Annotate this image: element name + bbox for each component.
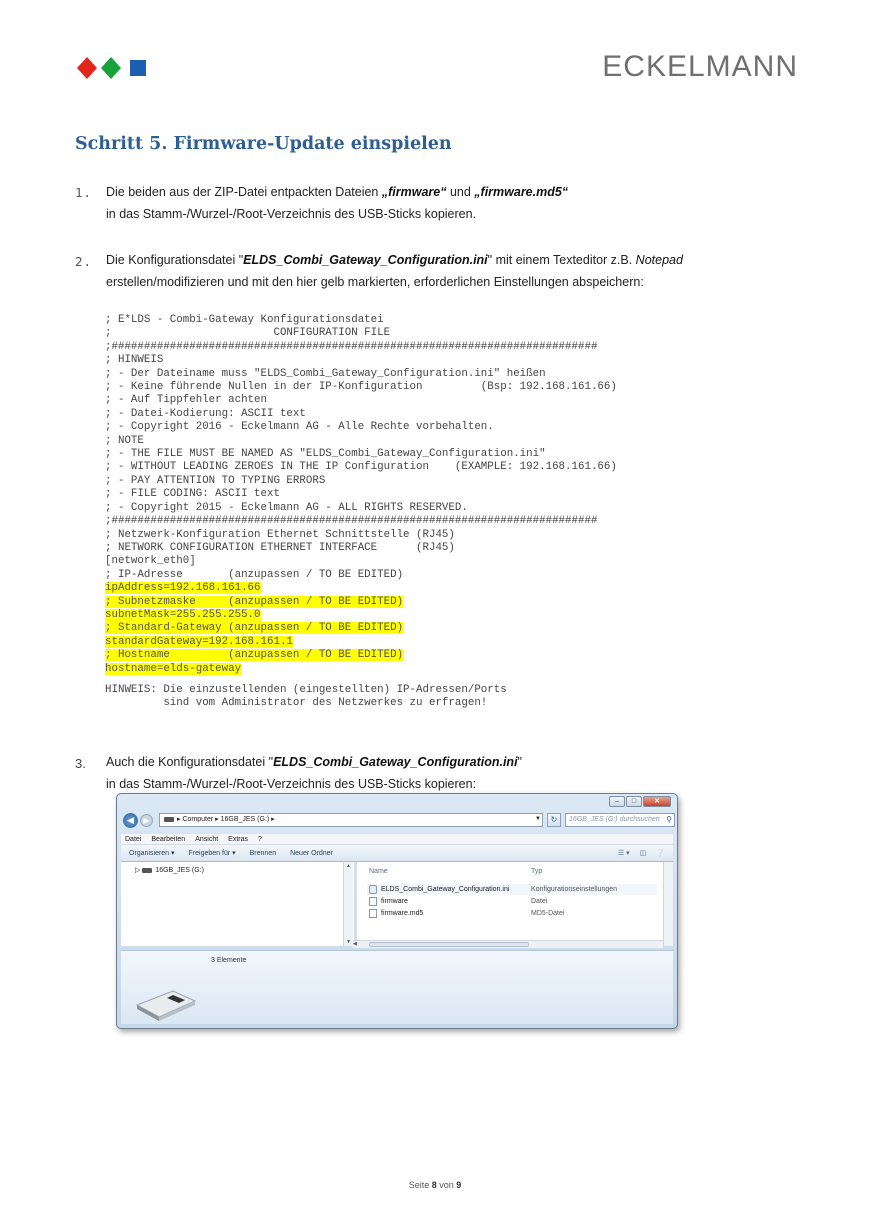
back-arrow-icon[interactable]: ◀ [123,813,138,828]
gateway-comment-line: ; Standard-Gateway (anzupassen / TO BE EDITED) [105,622,404,635]
file-icon [369,897,377,906]
step-2-text: Die Konfigurationsdatei "ELDS_Combi_Gateway_Configuration.ini" mit einem Texteditor z.B. Notepad erstellen/modifizieren und mit den hier gelb markierten, erforderlichen Einstellungen abspeichern: [106,253,683,289]
step-3-number: 3. [75,756,86,771]
blue-square-icon [130,60,146,76]
menu-bar [121,834,673,845]
file-list [357,862,663,946]
maximize-button[interactable]: □ [626,796,642,807]
usb-drive-large-icon [133,983,199,1023]
step-2-number: 2. [75,254,93,269]
help-icon[interactable]: ❔ [656,850,665,857]
eckelmann-logo-marks [76,56,148,80]
code-header: ; E*LDS - Combi-Gateway Konfigurationsdatei ; CONFIGURATION FILE ;########################################################################### ; HINWEIS ; - Der Dateiname muss "ELDS_Combi_Gateway_Configuration.ini" heißen ; - Keine führende Nullen in der IP-Konfiguration (Bsp: 192.168.161.66) ; - Auf Tippfehler achten ; - Datei-Kodierung: ASCII text ; - Copyright 2016 - Eckelmann AG - Alle Rechte vorbehalten. ; NOTE ; - THE FILE MUST BE NAMED AS "ELDS_Combi_Gateway_Configuration.ini" ; - WITHOUT LEADING ZEROES IN THE IP Configuration (EXAMPLE: 192.168.161.66) ; - PAY ATTENTION TO TYPING ERRORS ; - FILE CODING: ASCII text ; - Copyright 2015 - Eckelmann AG - ALL RIGHTS RESERVED. ;########################################################################### ; Netzwerk-Konfiguration Ethernet Schnittstelle (RJ45) ; NETWORK CONFIGURATION ETHERNET INTERFACE (RJ45) [network_eth0] ; IP-Adresse (anzupassen / TO BE EDITED) [105,314,617,581]
file-row[interactable]: firmware Datei [367,896,657,907]
hostname-comment-line: ; Hostname (anzupassen / TO BE EDITED) [105,649,404,662]
forward-arrow-icon[interactable]: ▶ [140,814,153,827]
tree-item-drive[interactable]: ▷ 16GB_JES (G:) [135,867,204,874]
drive-icon [164,817,174,822]
search-icon: ⚲ [666,815,672,824]
column-name[interactable]: Name [369,868,388,875]
search-input[interactable]: 16GB_JES (G:) durchsuchen ⚲ [565,813,675,827]
standard-gateway-line: standardGateway=192.168.161.1 [105,635,293,648]
page-title: Schritt 5. Firmware-Update einspielen [75,134,452,154]
menu-help[interactable]: ? [258,836,262,843]
config-file-icon [369,885,377,894]
organize-button[interactable]: Organisieren ▾ [129,850,175,857]
menu-bearbeiten[interactable]: Bearbeiten [151,836,186,843]
view-options-icon[interactable]: ☰ ▾ [617,850,630,857]
menu-ansicht[interactable]: Ansicht [195,836,219,843]
minimize-button[interactable]: – [609,796,625,807]
explorer-window [116,793,678,1029]
page-number: 8 [431,1180,437,1190]
usb-drive-icon [142,868,152,873]
red-diamond-icon [77,57,97,79]
step-1-number: 1. [75,185,93,200]
address-dropdown-icon[interactable]: ▼ [535,816,541,822]
horizontal-scrollbar[interactable]: ◀ [353,940,663,948]
burn-button[interactable]: Brennen [249,850,277,857]
menu-extras[interactable]: Extras [228,836,249,843]
command-toolbar [121,845,673,862]
hinweis-note: HINWEIS: Die einzustellenden (eingestellten) IP-Adressen/Ports sind vom Administrator des Netzwerkes zu erfragen! [105,684,507,710]
nav-scrollbar[interactable]: ▲ ▼ [343,862,353,946]
file-row[interactable]: firmware.md5 MD5-Datei [367,908,657,919]
menu-datei[interactable]: Datei [125,836,142,843]
hostname-line: hostname=elds-gateway [105,662,242,675]
file-row[interactable]: ELDS_Combi_Gateway_Configuration.ini Konfigurationseinstellungen [367,884,657,895]
share-button[interactable]: Freigeben für ▾ [188,850,236,857]
brand-logo: ECKELMANN [602,50,798,83]
config-code-block [105,314,617,676]
step-3-text: Auch die Konfigurationsdatei "ELDS_Combi_Gateway_Configuration.ini" in das Stamm-/Wurzel-/Root-Verzeichnis des USB-Sticks kopieren: [106,755,522,791]
ip-address-line: ipAddress=192.168.161.66 [105,582,261,595]
address-bar[interactable]: ▸ Computer ▸ 16GB_JES (G:) ▸ [159,813,543,827]
new-folder-button[interactable]: Neuer Ordner [290,850,333,857]
details-pane [121,950,673,1024]
page-total: 9 [456,1180,462,1190]
window-controls [609,796,671,807]
preview-pane-icon[interactable]: ◫ [639,850,647,857]
step-1-text: Die beiden aus der ZIP-Datei entpackten Dateien „firmware“ und „firmware.md5“ in das Stamm-/Wurzel-/Root-Verzeichnis des USB-Sticks kopieren. [106,185,569,221]
green-diamond-icon [101,57,121,79]
navigation-pane [121,862,355,946]
subnet-mask-line: subnetMask=255.255.255.0 [105,608,261,621]
item-count: 3 Elemente [211,957,247,964]
file-list-scrollbar[interactable] [663,862,673,946]
scroll-thumb[interactable] [369,942,529,947]
refresh-icon[interactable]: ↻ [547,813,561,827]
close-button[interactable]: ✕ [643,796,671,807]
column-type[interactable]: Typ [531,868,543,875]
subnet-comment-line: ; Subnetzmaske (anzupassen / TO BE EDITED) [105,595,404,608]
page-footer: Seite 8 von 9 [408,1180,462,1190]
file-icon [369,909,377,918]
address-row [121,812,673,830]
